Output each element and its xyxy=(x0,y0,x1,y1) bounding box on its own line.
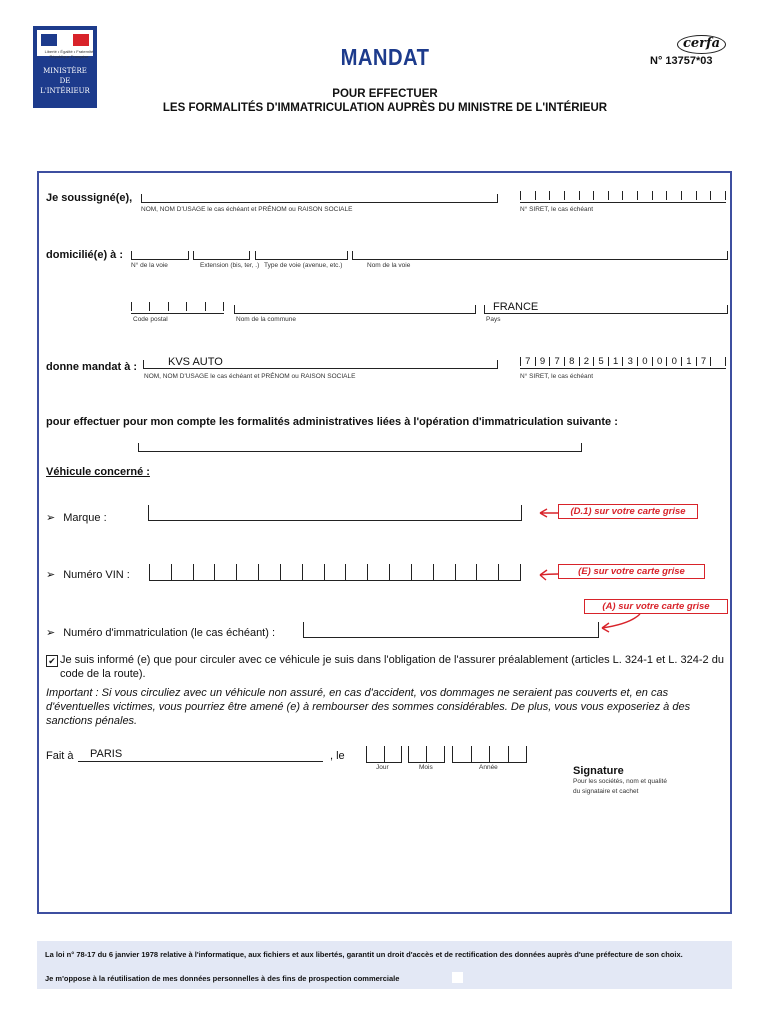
soussigne-label: Je soussigné(e), xyxy=(46,192,133,204)
digit-box: 3 xyxy=(622,357,637,366)
digit-box: 9 xyxy=(535,357,550,366)
digit-box xyxy=(622,191,637,200)
digit-box xyxy=(498,564,521,580)
vin-label: ➢ Numéro VIN : xyxy=(46,568,130,581)
pays-caption: Pays xyxy=(486,316,501,323)
digit-box xyxy=(324,564,346,580)
digit-box xyxy=(389,564,411,580)
soussigne-siret-input[interactable] xyxy=(520,193,726,203)
digit-box xyxy=(710,357,726,366)
commune-caption: Nom de la commune xyxy=(236,316,296,323)
footer-notice xyxy=(37,941,732,989)
vin-input[interactable] xyxy=(149,564,521,581)
mandataire-name-input[interactable] xyxy=(143,356,498,369)
street-number-caption: N° de la voie xyxy=(131,262,168,269)
mandataire-name-value: KVS AUTO xyxy=(168,356,223,368)
digit-box xyxy=(426,746,445,762)
page-title: MANDAT xyxy=(340,44,430,70)
digit-box xyxy=(149,302,167,311)
operation-input[interactable] xyxy=(138,443,582,452)
digit-box xyxy=(564,191,579,200)
street-number-input[interactable] xyxy=(131,251,189,260)
digit-box xyxy=(168,302,186,311)
digit-box xyxy=(131,302,149,311)
digit-box xyxy=(384,746,403,762)
street-type-input[interactable] xyxy=(255,251,348,260)
signature-note-2: du signataire et cachet xyxy=(573,788,639,795)
prospection-checkbox[interactable] xyxy=(452,972,463,983)
digit-box xyxy=(205,302,224,311)
digit-box xyxy=(236,564,258,580)
important-text: Important : Si vous circuliez avec un véhicule non assuré, en cas d'accident, vos dommages ne seraient pas couverts et, en cas d'éventuelles victimes, vous pourriez être amené (e) à rembourser des sommes considérables. De plus, vous vous exposeriez à des sanctions pénales. xyxy=(46,687,691,727)
cnil-text: La loi n° 78-17 du 6 janvier 1978 relative à l'informatique, aux fichiers et aux libertés, garantit un droit d'accès et de rectification des données auprès d'une préfecture de son choix. xyxy=(45,950,683,959)
cerfa-logo: cerfa xyxy=(677,35,726,54)
digit-box: 7 xyxy=(696,357,711,366)
postal-code-caption: Code postal xyxy=(133,316,168,323)
street-name-input[interactable] xyxy=(352,251,728,260)
digit-box xyxy=(345,564,367,580)
digit-box xyxy=(593,191,608,200)
pays-input[interactable] xyxy=(484,301,728,314)
republic-text: République Française xyxy=(49,54,89,59)
annee-caption: Année xyxy=(479,764,498,771)
digit-box xyxy=(608,191,623,200)
signature-title: Signature xyxy=(573,765,624,777)
marque-input[interactable] xyxy=(148,505,522,521)
digit-box xyxy=(171,564,193,580)
digit-box xyxy=(433,564,455,580)
mandataire-siret-caption: N° SIRET, le cas échéant xyxy=(520,373,594,380)
digit-box xyxy=(366,746,384,762)
digit-box xyxy=(652,191,667,200)
digit-box xyxy=(214,564,236,580)
digit-box xyxy=(637,191,652,200)
vehicule-heading: Véhicule concerné : xyxy=(46,466,150,478)
motto-text: Liberté • Égalité • Fraternité xyxy=(44,49,94,54)
commune-input[interactable] xyxy=(234,305,476,314)
assurance-checkbox[interactable]: ✔ xyxy=(46,655,58,667)
digit-box xyxy=(710,191,726,200)
digit-box xyxy=(408,746,426,762)
jour-input[interactable] xyxy=(366,746,402,763)
fait-label: Fait à xyxy=(46,750,74,762)
digit-box xyxy=(455,564,477,580)
le-label: , le xyxy=(330,750,345,762)
digit-box xyxy=(149,564,171,580)
mois-caption: Mois xyxy=(419,764,433,771)
soussigne-name-caption: NOM, NOM D'USAGE le cas échéant et PRÉNOM ou RAISON SOCIALE xyxy=(141,206,353,213)
fait-lieu-value: PARIS xyxy=(90,748,123,760)
arrow-icon xyxy=(602,614,640,632)
hint-arrows xyxy=(530,500,730,645)
street-extension-caption: Extension (bis, ter, .) xyxy=(200,262,260,269)
immat-hint: (A) sur votre carte grise xyxy=(584,599,728,614)
mandataire-siret-input[interactable] xyxy=(520,356,726,369)
digit-box: 0 xyxy=(666,357,681,366)
immat-label: ➢ Numéro d'immatriculation (le cas échéant) : xyxy=(46,626,275,639)
prospection-text: Je m'oppose à la réutilisation de mes données personnelles à des fins de prospection commerciale xyxy=(45,974,400,983)
digit-box: 0 xyxy=(637,357,652,366)
digit-box: 1 xyxy=(681,357,696,366)
soussigne-siret-caption: N° SIRET, le cas échéant xyxy=(520,206,594,213)
mandat-label: donne mandat à : xyxy=(46,361,138,373)
signature-note-1: Pour les sociétés, nom et qualité xyxy=(573,778,667,785)
digit-box: 2 xyxy=(579,357,594,366)
digit-box xyxy=(193,564,215,580)
digit-box xyxy=(476,564,498,580)
digit-box xyxy=(549,191,564,200)
postal-code-input[interactable] xyxy=(131,304,224,314)
pays-value: FRANCE xyxy=(493,301,539,313)
marque-label: ➢ Marque : xyxy=(46,511,107,524)
arrow-icon xyxy=(540,509,558,517)
digit-box xyxy=(186,302,204,311)
digit-box xyxy=(302,564,324,580)
digit-box: 8 xyxy=(564,357,579,366)
street-extension-input[interactable] xyxy=(193,251,250,260)
digit-box xyxy=(579,191,594,200)
mois-input[interactable] xyxy=(408,746,445,763)
operation-label: pour effectuer pour mon compte les formalités administratives liées à l'opération d'immatriculation suivante : xyxy=(46,416,618,428)
digit-box xyxy=(452,746,471,762)
cerfa-number: N° 13757*03 xyxy=(650,55,713,67)
domicile-label: domicilié(e) à : xyxy=(46,249,124,261)
arrow-icon xyxy=(540,570,558,580)
digit-box: 0 xyxy=(652,357,667,366)
jour-caption: Jour xyxy=(376,764,389,771)
marque-hint: (D.1) sur votre carte grise xyxy=(558,504,698,519)
assurance-text: Je suis informé (e) que pour circuler avec ce véhicule je suis dans l'obligation de l'assurer préalablement (articles L. 324-1 et L. 324-2 du code de la route). xyxy=(60,654,724,680)
soussigne-name-input[interactable] xyxy=(141,194,498,203)
digit-box: 5 xyxy=(593,357,608,366)
digit-box xyxy=(258,564,280,580)
digit-box xyxy=(520,191,535,200)
digit-box xyxy=(508,746,528,762)
digit-box xyxy=(666,191,681,200)
digit-box xyxy=(411,564,433,580)
street-type-caption: Type de voie (avenue, etc.) xyxy=(264,262,343,269)
digit-box: 7 xyxy=(520,357,535,366)
digit-box xyxy=(280,564,302,580)
fait-lieu-input[interactable] xyxy=(78,749,323,762)
street-name-caption: Nom de la voie xyxy=(367,262,411,269)
mandataire-name-caption: NOM, NOM D'USAGE le cas échéant et PRÉNOM ou RAISON SOCIALE xyxy=(144,373,356,380)
digit-box: 7 xyxy=(549,357,564,366)
vin-hint: (E) sur votre carte grise xyxy=(558,564,705,579)
page-subtitle: POUR EFFECTUER LES FORMALITÉS D'IMMATRICULATION AUPRÈS DU MINISTRE DE L'INTÉRIEUR xyxy=(162,88,608,114)
digit-box: 1 xyxy=(608,357,623,366)
digit-box xyxy=(696,191,711,200)
digit-box xyxy=(681,191,696,200)
ministry-name: MINISTÈRE DE L'INTÉRIEUR xyxy=(40,67,90,95)
annee-input[interactable] xyxy=(452,746,527,763)
digit-box xyxy=(535,191,550,200)
digit-box xyxy=(489,746,508,762)
digit-box xyxy=(471,746,490,762)
digit-box xyxy=(367,564,389,580)
